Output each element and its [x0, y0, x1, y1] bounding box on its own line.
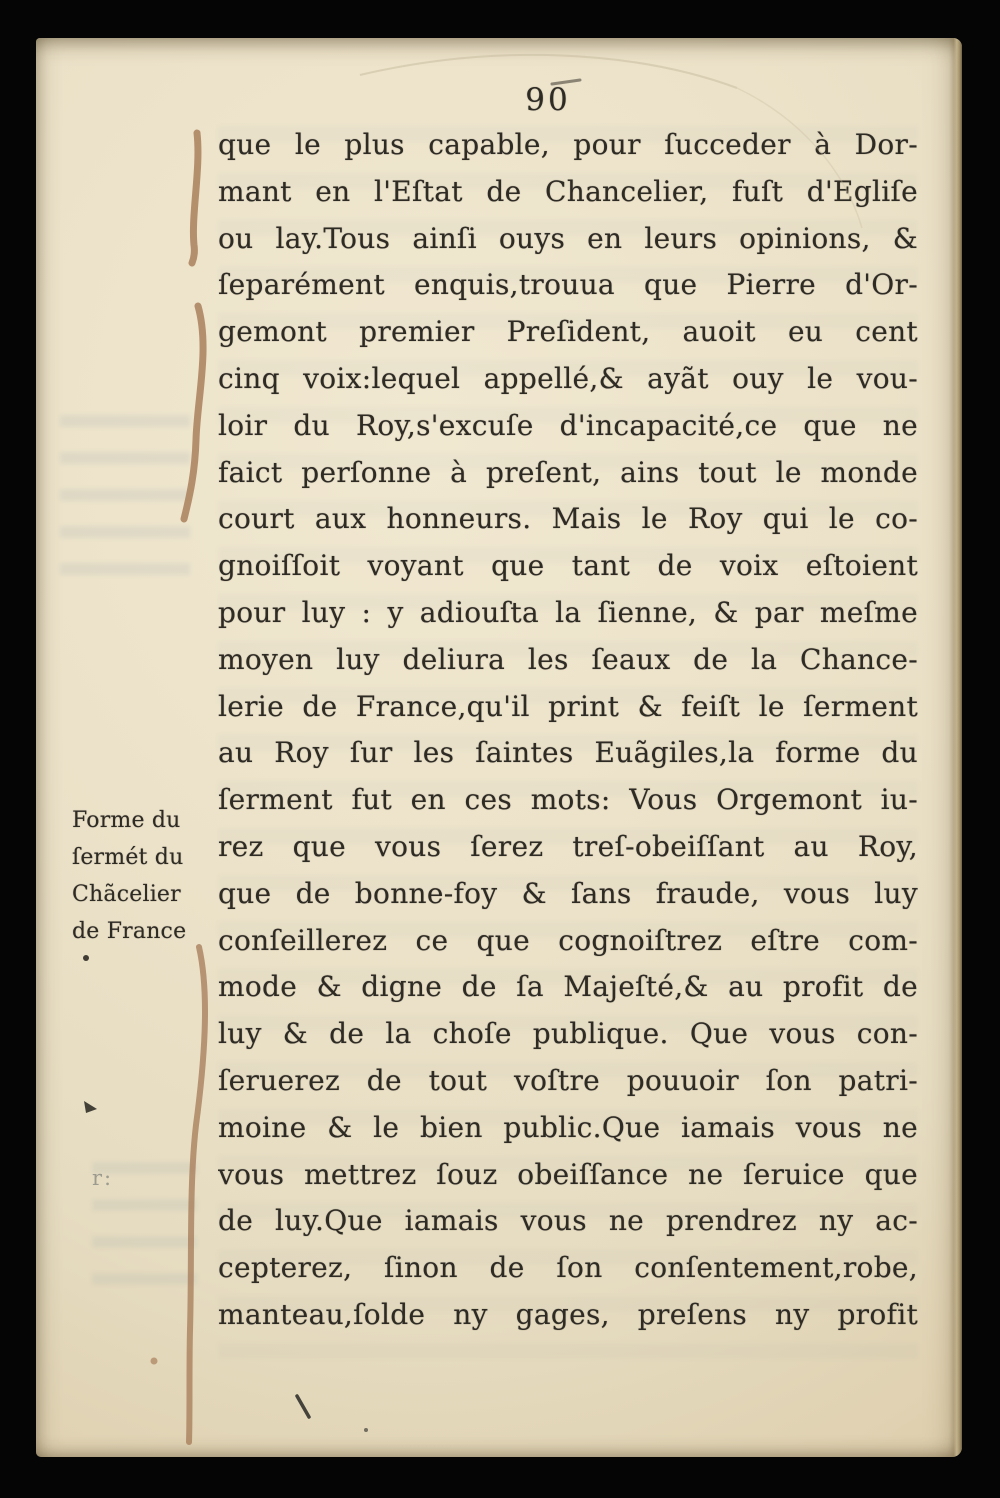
text-line: gemont premier Preſident, auoit eu cent — [218, 315, 918, 349]
text-line: pour luy : y adiouſta la ſienne, & par meſme — [218, 595, 918, 629]
text-line: loir du Roy,s'excuſe d'incapacité,ce que ne — [218, 408, 918, 442]
text-line: cinq voix:lequel appellé,& ayãt ouy le vou- — [218, 361, 918, 395]
text-line: mant en l'Eſtat de Chancelier, fuſt d'Egliſe — [218, 174, 918, 208]
text-line: ſeparément enquis,trouua que Pierre d'Or- — [218, 268, 918, 302]
margin-note-line: ſermét du — [72, 845, 184, 870]
text-line: de luy.Que iamais vous ne prendrez ny ac- — [218, 1204, 918, 1238]
text-line: moyen luy deliura les ſeaux de la Chance- — [218, 642, 918, 676]
text-line: court aux honneurs. Mais le Roy qui le co- — [218, 502, 918, 536]
text-line: conſeillerez ce que cognoiſtrez eſtre com- — [218, 923, 918, 957]
text-line: manteau,ſolde ny gages, preſens ny profit — [218, 1297, 918, 1331]
text-line: mode & digne de ſa Majeſté,& au profit de — [218, 970, 918, 1004]
text-line: rez que vous ſerez treſ-obeiſſant au Roy, — [218, 829, 918, 863]
page-number: 90 — [525, 82, 571, 118]
text-line: ſeruerez de tout voſtre pouuoir ſon patri- — [218, 1063, 918, 1097]
text-line: que le plus capable, pour ſucceder à Dor- — [218, 128, 918, 161]
faint-signature-mark: r: — [92, 1166, 114, 1190]
page-right-edge — [949, 38, 962, 1457]
margin-note-line: Forme du — [72, 808, 181, 833]
text-line: moine & le bien public.Que iamais vous ne — [218, 1110, 918, 1144]
margin-note-line: de France — [72, 919, 187, 944]
text-line: vous mettrez ſouz obeiſſance ne ſeruice que — [218, 1157, 918, 1191]
text-line: ou lay.Tous ainſi ouys en leurs opinions, & — [218, 221, 918, 255]
bleedthrough-left-margin — [60, 415, 190, 575]
text-line: que de bonne-foy & ſans fraude, vous luy — [218, 876, 918, 910]
text-line: gnoiſſoit voyant que tant de voix eſtoient — [218, 549, 918, 583]
text-line: luy & de la choſe publique. Que vous con- — [218, 1017, 918, 1051]
margin-note-line: Chãcelier — [72, 882, 181, 907]
text-line: cepterez, ſinon de ſon conſentement,robe, — [218, 1251, 918, 1285]
text-line: au Roy ſur les ſaintes Euãgiles,la forme du — [218, 736, 918, 770]
margin-note — [72, 802, 222, 950]
body-text — [218, 122, 918, 1339]
book-page — [36, 38, 962, 1457]
text-line: faict perſonne à preſent, ains tout le monde — [218, 455, 918, 489]
text-line: ſerment fut en ces mots: Vous Orgemont iu- — [218, 783, 918, 817]
text-line: lerie de France,qu'il print & feiſt le ſerment — [218, 689, 918, 723]
